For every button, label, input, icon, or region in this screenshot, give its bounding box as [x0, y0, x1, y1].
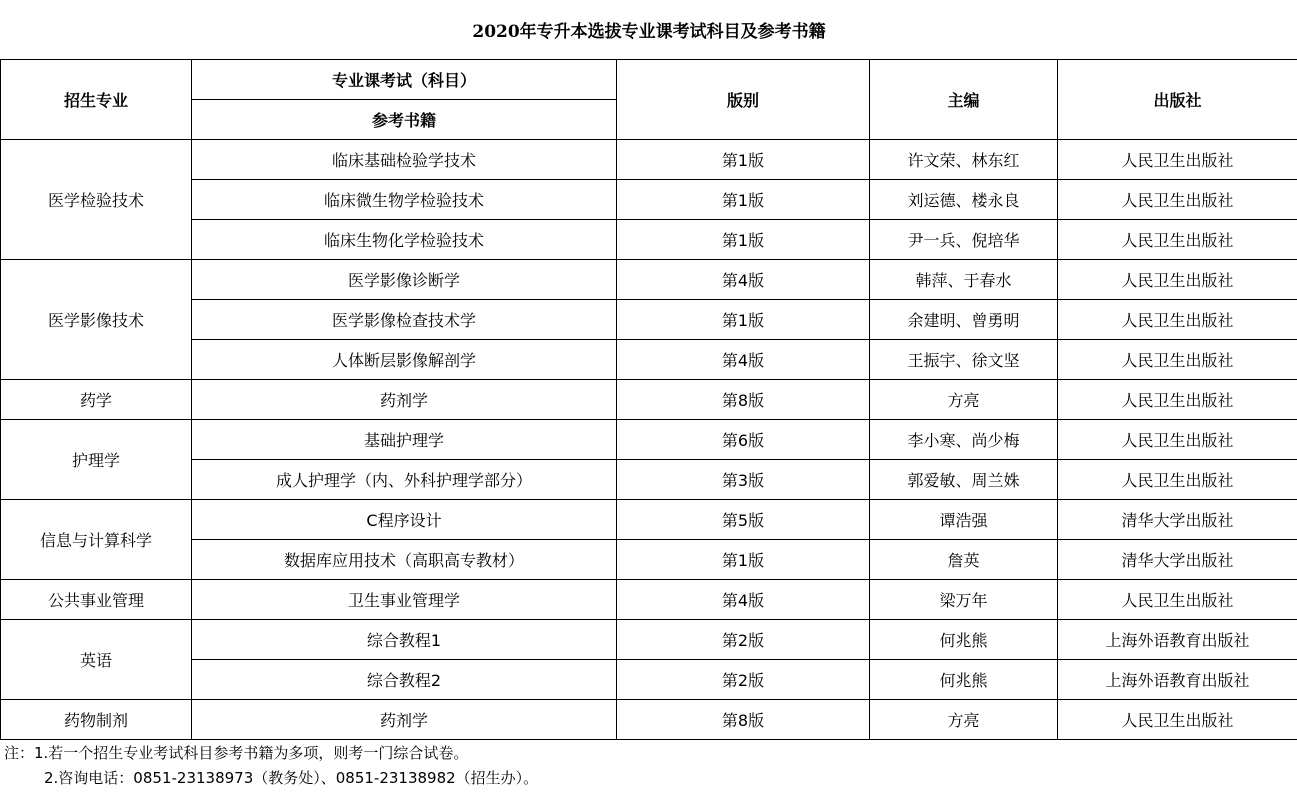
edition-cell: 第2版	[617, 620, 870, 660]
edition-cell: 第1版	[617, 300, 870, 340]
edition-cell: 第4版	[617, 340, 870, 380]
publisher-cell: 人民卫生出版社	[1058, 220, 1297, 260]
editor-cell: 梁万年	[870, 580, 1058, 620]
edition-cell: 第8版	[617, 380, 870, 420]
table-row	[1, 260, 1297, 300]
publisher-cell: 人民卫生出版社	[1058, 580, 1297, 620]
table-row	[1, 620, 1297, 660]
edition-cell: 第3版	[617, 460, 870, 500]
edition-cell: 第1版	[617, 140, 870, 180]
editor-cell: 何兆熊	[870, 660, 1058, 700]
table-title: 2020年专升本选拔专业课考试科目及参考书籍	[1, 0, 1297, 60]
publisher-cell: 人民卫生出版社	[1058, 300, 1297, 340]
publisher-cell: 人民卫生出版社	[1058, 340, 1297, 380]
publisher-cell: 人民卫生出版社	[1058, 380, 1297, 420]
editor-cell: 谭浩强	[870, 500, 1058, 540]
publisher-cell: 清华大学出版社	[1058, 540, 1297, 580]
edition-cell: 第1版	[617, 540, 870, 580]
table-row	[1, 300, 1297, 340]
major-cell: 医学检验技术	[1, 140, 192, 260]
book-cell: 综合教程1	[192, 620, 617, 660]
book-cell: 临床微生物学检验技术	[192, 180, 617, 220]
table-row	[1, 580, 1297, 620]
header-subject: 专业课考试（科目）	[192, 60, 617, 100]
note-line-1: 注：1.若一个招生专业考试科目参考书籍为多项，则考一门综合试卷。	[4, 744, 469, 762]
book-cell: 成人护理学（内、外科护理学部分）	[192, 460, 617, 500]
editor-cell: 韩萍、于春水	[870, 260, 1058, 300]
edition-cell: 第1版	[617, 220, 870, 260]
table-row	[1, 700, 1297, 740]
major-cell: 公共事业管理	[1, 580, 192, 620]
table-row	[1, 420, 1297, 460]
table-row	[1, 460, 1297, 500]
table-row	[1, 380, 1297, 420]
book-cell: 药剂学	[192, 700, 617, 740]
major-cell: 药学	[1, 380, 192, 420]
editor-cell: 刘运德、楼永良	[870, 180, 1058, 220]
book-cell: C程序设计	[192, 500, 617, 540]
table-row	[1, 500, 1297, 540]
editor-cell: 郭爱敏、周兰姝	[870, 460, 1058, 500]
publisher-cell: 上海外语教育出版社	[1058, 620, 1297, 660]
book-cell: 医学影像诊断学	[192, 260, 617, 300]
editor-cell: 詹英	[870, 540, 1058, 580]
editor-cell: 余建明、曾勇明	[870, 300, 1058, 340]
header-edition: 版别	[617, 60, 870, 140]
table-row	[1, 140, 1297, 180]
editor-cell: 李小寒、尚少梅	[870, 420, 1058, 460]
book-cell: 综合教程2	[192, 660, 617, 700]
publisher-cell: 清华大学出版社	[1058, 500, 1297, 540]
editor-cell: 许文荣、林东红	[870, 140, 1058, 180]
edition-cell: 第5版	[617, 500, 870, 540]
note-line-2: 2.咨询电话：0851-23138973（教务处）、0851-23138982（招生办）。	[44, 769, 539, 787]
publisher-cell: 上海外语教育出版社	[1058, 660, 1297, 700]
book-cell: 药剂学	[192, 380, 617, 420]
publisher-cell: 人民卫生出版社	[1058, 420, 1297, 460]
editor-cell: 方亮	[870, 700, 1058, 740]
editor-cell: 尹一兵、倪培华	[870, 220, 1058, 260]
major-cell: 信息与计算科学	[1, 500, 192, 580]
editor-cell: 王振宇、徐文坚	[870, 340, 1058, 380]
table-row	[1, 660, 1297, 700]
notes	[4, 741, 1294, 791]
major-cell: 英语	[1, 620, 192, 700]
book-cell: 数据库应用技术（高职高专教材）	[192, 540, 617, 580]
edition-cell: 第6版	[617, 420, 870, 460]
book-cell: 人体断层影像解剖学	[192, 340, 617, 380]
publisher-cell: 人民卫生出版社	[1058, 260, 1297, 300]
table-row	[1, 540, 1297, 580]
book-cell: 临床基础检验学技术	[192, 140, 617, 180]
header-book: 参考书籍	[192, 100, 617, 140]
major-cell: 医学影像技术	[1, 260, 192, 380]
book-cell: 基础护理学	[192, 420, 617, 460]
publisher-cell: 人民卫生出版社	[1058, 140, 1297, 180]
editor-cell: 方亮	[870, 380, 1058, 420]
table-row	[1, 340, 1297, 380]
header-major: 招生专业	[1, 60, 192, 140]
major-cell: 护理学	[1, 420, 192, 500]
major-cell: 药物制剂	[1, 700, 192, 740]
book-cell: 医学影像检查技术学	[192, 300, 617, 340]
header-editor: 主编	[870, 60, 1058, 140]
edition-cell: 第1版	[617, 180, 870, 220]
edition-cell: 第4版	[617, 580, 870, 620]
edition-cell: 第8版	[617, 700, 870, 740]
edition-cell: 第4版	[617, 260, 870, 300]
table-row	[1, 220, 1297, 260]
book-cell: 卫生事业管理学	[192, 580, 617, 620]
publisher-cell: 人民卫生出版社	[1058, 180, 1297, 220]
header-publisher: 出版社	[1058, 60, 1297, 140]
publisher-cell: 人民卫生出版社	[1058, 460, 1297, 500]
book-cell: 临床生物化学检验技术	[192, 220, 617, 260]
edition-cell: 第2版	[617, 660, 870, 700]
editor-cell: 何兆熊	[870, 620, 1058, 660]
table-row	[1, 180, 1297, 220]
publisher-cell: 人民卫生出版社	[1058, 700, 1297, 740]
